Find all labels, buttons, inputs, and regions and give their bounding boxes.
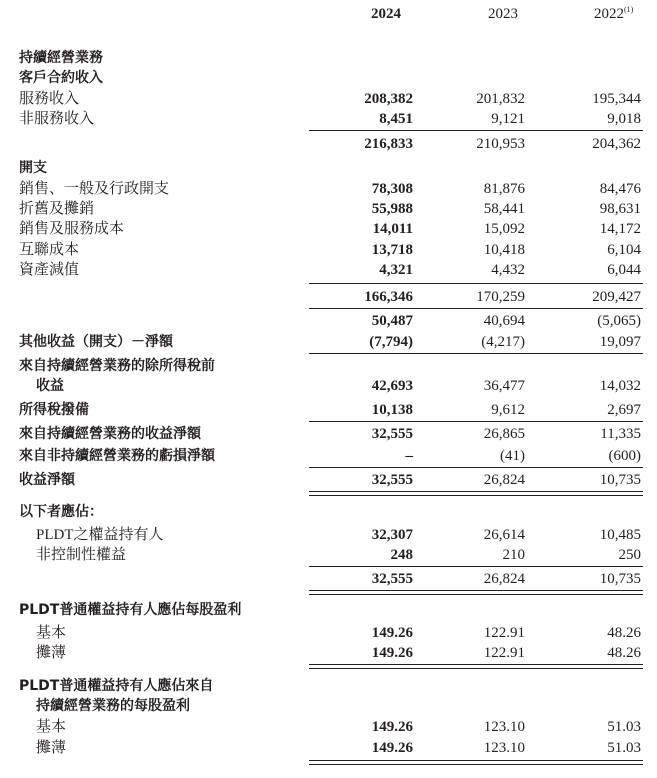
row-continuing-ops: 持續經營業務 <box>19 50 103 66</box>
table-row: 基本 149.26 123.10 51.03 <box>36 719 641 735</box>
subtotal-row: 216,833 210,953 204,362 <box>364 136 641 152</box>
table-row: 服務收入 208,382 201,832 195,344 <box>19 91 641 107</box>
table-row: 資產減值 4,321 4,432 6,044 <box>19 262 641 278</box>
table-row: PLDT之權益持有人 32,307 26,614 10,485 <box>36 527 641 543</box>
footnote-ref: (1) <box>624 5 634 14</box>
row-contract-revenue: 客戶合約收入 <box>19 70 103 86</box>
row-attributable: 以下者應佔： <box>19 504 103 520</box>
row-pretax-heading: 來自持續經營業務的除所得稅前 <box>19 358 215 374</box>
header-2022: 2022$^{(1)}$ <box>594 5 634 22</box>
table-row: 銷售、一般及行政開支 78,308 81,876 84,476 <box>19 181 641 197</box>
row-eps-cont-heading-2: 持續經營業務的每股盈利 <box>36 698 190 714</box>
row-expenses: 開支 <box>19 160 47 176</box>
subtotal-row: 50,487 40,694 (5,065) <box>371 313 641 329</box>
table-row: 收益淨額 32,555 26,824 10,735 <box>19 472 641 488</box>
row-eps-cont-heading-1: PLDT普通權益持有人應佔來自 <box>19 678 214 694</box>
header-2024: 2024 <box>371 6 401 22</box>
rule <box>309 308 643 309</box>
subtotal-row: 32,555 26,824 10,735 <box>371 571 641 587</box>
table-row: 其他收益（開支）－淨額 (7,794) (4,217) 19,097 <box>19 334 641 350</box>
rule <box>309 467 643 468</box>
table-row: 非控制性權益 248 210 250 <box>36 547 641 563</box>
double-rule <box>309 491 643 496</box>
table-row: 攤薄 149.26 122.91 48.26 <box>36 645 641 661</box>
rule <box>309 353 643 354</box>
double-rule <box>309 760 643 765</box>
double-rule <box>309 590 643 595</box>
rule <box>309 421 643 422</box>
table-row: 來自非持續經營業務的虧損淨額 – (41) (600) <box>19 448 641 464</box>
rule <box>309 283 643 284</box>
table-row: 基本 149.26 122.91 48.26 <box>36 625 641 641</box>
table-row: 互聯成本 13,718 10,418 6,104 <box>19 242 641 258</box>
table-row: 非服務收入 8,451 9,121 9,018 <box>19 111 641 127</box>
header-2023: 2023 <box>488 6 518 22</box>
table-row: 所得稅撥備 10,138 9,612 2,697 <box>19 402 641 418</box>
table-row: 折舊及攤銷 55,988 58,441 98,631 <box>19 201 641 217</box>
table-row: 來自持續經營業務的收益淨額 32,555 26,865 11,335 <box>19 426 641 442</box>
row-eps-heading: PLDT普通權益持有人應佔每股盈利 <box>19 602 242 618</box>
table-row: 銷售及服務成本 14,011 15,092 14,172 <box>19 221 641 237</box>
double-rule <box>309 664 643 669</box>
table-row: 攤薄 149.26 123.10 51.03 <box>36 740 641 756</box>
rule <box>309 566 643 567</box>
subtotal-row: 166,346 170,259 209,427 <box>364 289 641 305</box>
table-row: 收益 42,693 36,477 14,032 <box>36 378 641 394</box>
rule <box>309 130 643 131</box>
